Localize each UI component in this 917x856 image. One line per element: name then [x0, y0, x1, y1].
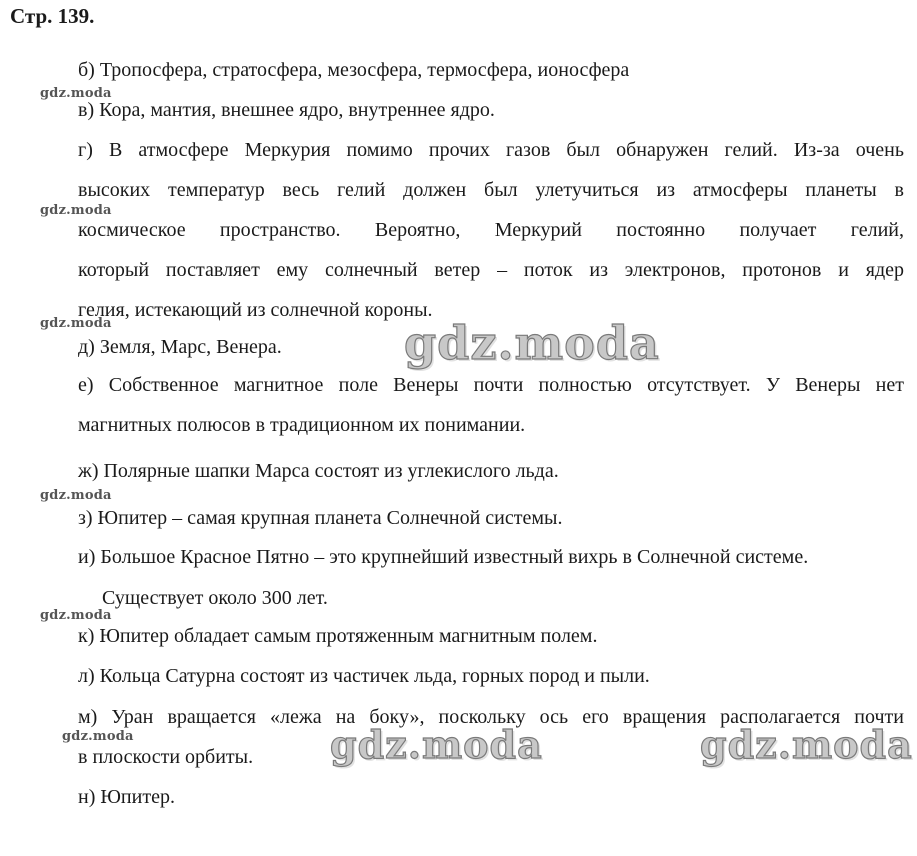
watermark-large: gdz.moda — [700, 722, 913, 767]
answer-g-line-4: который поставляет ему солнечный ветер – поток из электронов, протонов и ядер — [78, 259, 904, 281]
answer-g-line-5: гелия, истекающий из солнечной короны. — [78, 299, 433, 321]
answer-v: в) Кора, мантия, внешнее ядро, внутреннее ядро. — [78, 99, 495, 121]
answer-g-line-2: высоких температур весь гелий должен был улетучиться из атмосферы планеты в — [78, 179, 904, 201]
page-title: Стр. 139. — [10, 4, 95, 28]
answer-g — [78, 130, 904, 330]
answer-m-line-1: м) Уран вращается «лежа на боку», поскольку ось его вращения располагается почти — [78, 706, 904, 728]
watermark-large: gdz.moda — [404, 316, 660, 370]
watermark-small: gdz.moda — [40, 608, 112, 623]
watermark-small: gdz.moda — [62, 729, 134, 744]
answer-e-line-1: е) Собственное магнитное поле Венеры почти полностью отсутствует. У Венеры нет — [78, 374, 904, 396]
answer-m-line-2: в плоскости орбиты. — [78, 746, 254, 768]
answer-k: к) Юпитер обладает самым протяженным магнитным полем. — [78, 625, 598, 647]
watermark-small: gdz.moda — [40, 316, 112, 331]
answer-l: л) Кольца Сатурна состоят из частичек льда, горных пород и пыли. — [78, 665, 650, 687]
answer-zh: ж) Полярные шапки Марса состоят из углекислого льда. — [78, 460, 559, 482]
watermark-large: gdz.moda — [330, 722, 543, 767]
answer-i-line-1: и) Большое Красное Пятно – это крупнейший известный вихрь в Солнечной системе. — [78, 546, 809, 568]
answer-g-line-1: г) В атмосфере Меркурия помимо прочих газов был обнаружен гелий. Из-за очень — [78, 139, 904, 161]
watermark-small: gdz.moda — [40, 86, 112, 101]
answer-d: д) Земля, Марс, Венера. — [78, 336, 282, 358]
watermark-small: gdz.moda — [40, 203, 112, 218]
answer-n: н) Юпитер. — [78, 786, 175, 808]
answer-e-line-2: магнитных полюсов в традиционном их понимании. — [78, 414, 526, 436]
answer-i-line-2: Существует около 300 лет. — [102, 587, 328, 609]
watermark-small: gdz.moda — [40, 488, 112, 503]
answer-z: з) Юпитер – самая крупная планета Солнечной системы. — [78, 507, 563, 529]
answer-e — [78, 365, 904, 445]
answer-b: б) Тропосфера, стратосфера, мезосфера, термосфера, ионосфера — [78, 59, 630, 81]
answer-g-line-3: космическое пространство. Вероятно, Меркурий постоянно получает гелий, — [78, 219, 904, 241]
